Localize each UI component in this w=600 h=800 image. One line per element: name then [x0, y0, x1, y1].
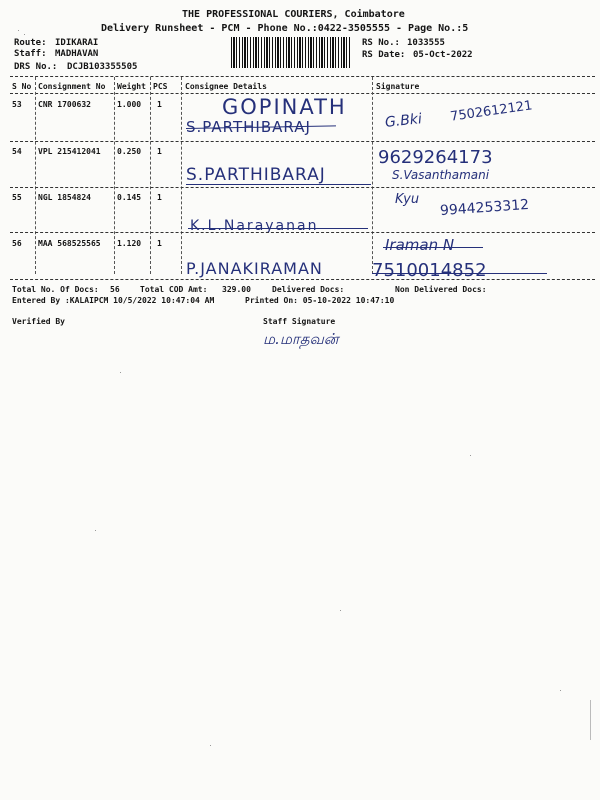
total-docs-value: 56 — [110, 285, 120, 294]
scan-speck — [210, 745, 211, 746]
scan-speck — [95, 530, 96, 531]
strike-through — [188, 228, 368, 229]
scan-speck — [24, 34, 25, 35]
scan-speck — [590, 700, 591, 740]
row-consignment: CNR 1700632 — [38, 100, 91, 109]
staff-label: Staff: — [14, 49, 47, 59]
row-weight: 1.120 — [117, 239, 142, 248]
entered-by: Entered By :KALAIPCM 10/5/2022 10:47:04 AM — [12, 296, 215, 305]
total-docs-label: Total No. Of Docs: — [12, 285, 99, 294]
table-top-rule — [10, 76, 595, 77]
row-rule — [10, 232, 595, 233]
total-cod-value: 329.00 — [222, 285, 251, 294]
scan-speck — [560, 690, 561, 691]
handwritten-phone: 7510014852 — [372, 260, 487, 281]
row-rule — [10, 141, 595, 142]
row-pcs: 1 — [157, 100, 162, 109]
rs-date-value: 05-Oct-2022 — [413, 50, 473, 60]
handwritten-signature: G.Bki — [384, 111, 423, 131]
col-weight: Weight — [117, 82, 146, 91]
handwritten-consignee: S.PARTHIBARAJ — [186, 165, 326, 185]
col-signature: Signature — [376, 82, 420, 91]
row-weight: 0.145 — [117, 193, 142, 202]
underline — [186, 184, 371, 185]
handwritten-consignee: P.JANAKIRAMAN — [186, 259, 323, 278]
handwritten-phone: 9629264173 — [378, 147, 493, 168]
row-weight: 0.250 — [117, 147, 142, 156]
row-consignment: MAA 568525565 — [38, 239, 101, 248]
row-rule — [10, 187, 595, 188]
runsheet-title: Delivery Runsheet - PCM - Phone No.:0422-3505555 - Page No.:5 — [101, 23, 469, 34]
col-separator — [150, 77, 151, 274]
drs-label: DRS No.: — [14, 62, 58, 72]
col-pcs: PCS — [153, 82, 168, 91]
row-pcs: 1 — [157, 193, 162, 202]
row-sno: 53 — [12, 100, 22, 109]
scan-speck — [340, 610, 341, 611]
handwritten-consignee: S.PARTHIBARAJ — [186, 118, 311, 136]
col-separator — [114, 77, 115, 274]
col-separator — [181, 77, 182, 274]
row-sno: 56 — [12, 239, 22, 248]
scan-speck — [120, 372, 121, 373]
col-separator — [35, 77, 36, 274]
scan-speck — [470, 455, 471, 456]
rs-no-value: 1033555 — [407, 38, 445, 48]
col-consignee: Consignee Details — [185, 82, 267, 91]
drs-value: DCJB103355505 — [67, 62, 138, 72]
row-consignment: VPL 215412041 — [38, 147, 101, 156]
delivered-docs-label: Delivered Docs: — [272, 285, 345, 294]
handwritten-signature: Kyu — [395, 192, 420, 207]
staff-value: MADHAVAN — [55, 49, 99, 59]
row-consignment: NGL 1854824 — [38, 193, 91, 202]
col-consignment: Consignment No — [38, 82, 106, 91]
rs-date-label: RS Date: — [362, 50, 406, 60]
company-title: THE PROFESSIONAL COURIERS, Coimbatore — [182, 9, 405, 20]
route-label: Route: — [14, 38, 47, 48]
handwritten-signature: Iraman N — [385, 236, 455, 254]
printed-on: Printed On: 05-10-2022 10:47:10 — [245, 296, 395, 305]
verified-by-label: Verified By — [12, 317, 65, 326]
staff-signature: ம.மாதவன் — [263, 330, 339, 348]
table-header-rule — [10, 93, 595, 94]
strike-through — [383, 247, 483, 248]
row-sno: 55 — [12, 193, 22, 202]
staff-signature-label: Staff Signature — [263, 317, 336, 326]
barcode — [231, 37, 351, 68]
total-cod-label: Total COD Amt: — [140, 285, 208, 294]
handwritten-phone: 7502612121 — [449, 98, 534, 125]
table-bottom-rule — [10, 279, 595, 280]
route-value: IDIKARAI — [55, 38, 99, 48]
row-sno: 54 — [12, 147, 22, 156]
handwritten-phone: 9944253312 — [439, 196, 530, 220]
row-weight: 1.000 — [117, 100, 142, 109]
handwritten-consignee: GOPINATH — [222, 95, 347, 119]
scan-speck — [18, 30, 19, 31]
handwritten-signature: S.Vasanthamani — [392, 168, 490, 182]
row-pcs: 1 — [157, 147, 162, 156]
non-delivered-docs-label: Non Delivered Docs: — [395, 285, 487, 294]
strike-through — [372, 273, 547, 274]
col-sno: S No — [12, 82, 32, 91]
row-pcs: 1 — [157, 239, 162, 248]
col-separator — [372, 77, 373, 274]
rs-no-label: RS No.: — [362, 38, 400, 48]
handwritten-consignee: K.L.Narayanan — [190, 218, 319, 234]
